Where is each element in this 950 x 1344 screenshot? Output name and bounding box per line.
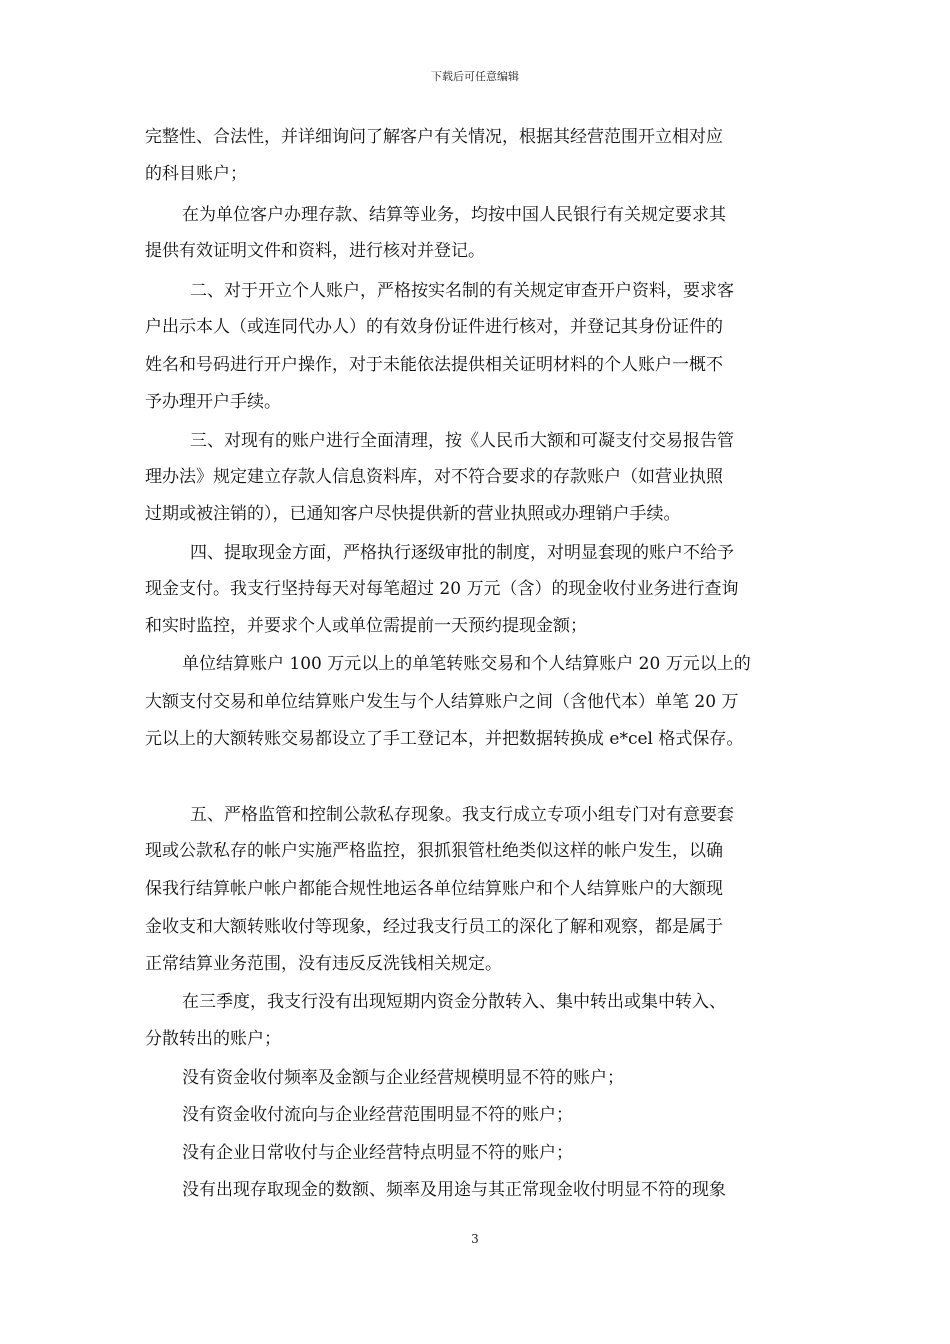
text-line: 保我行结算帐户帐户都能合规性地运各单位结算账户和个人结算账户的大额现 [145, 879, 723, 899]
text-line: 予办理开户手续。 [145, 392, 281, 412]
text-line: 理办法》规定建立存款人信息资料库，对不符合要求的存款账户（如营业执照 [145, 467, 723, 487]
text-line: 现或公款私存的帐户实施严格监控，狠抓狠管杜绝类似这样的帐户发生，以确 [145, 841, 723, 861]
text-line: 的科目账户； [145, 164, 247, 184]
text-line: 没有企业日常收付与企业经营特点明显不符的账户； [182, 1143, 573, 1163]
text-line: 没有出现存取现金的数额、频率及用途与其正常现金收付明显不符的现象 [182, 1180, 726, 1200]
text-line: 四、提取现金方面，严格执行逐级审批的制度，对明显套现的账户不给予 [190, 543, 734, 563]
text-line: 过期或被注销的），已通知客户尽快提供新的营业执照或办理销户手续。 [145, 504, 681, 524]
text-line: 单位结算账户 100 万元以上的单笔转账交易和个人结算账户 20 万元以上的 [182, 654, 751, 674]
text-line: 在三季度，我支行没有出现短期内资金分散转入、集中转出或集中转入、 [182, 992, 726, 1012]
text-line: 金收支和大额转账收付等现象，经过我支行员工的深化了解和观察，都是属于 [145, 917, 723, 937]
text-line: 提供有效证明文件和资料，进行核对并登记。 [145, 241, 485, 261]
text-line: 三、对现有的账户进行全面清理，按《人民币大额和可凝支付交易报告管 [190, 431, 734, 451]
text-line: 完整性、合法性，并详细询问了解客户有关情况，根据其经营范围开立相对应 [145, 127, 723, 147]
text-line: 五、严格监管和控制公款私存现象。我支行成立专项小组专门对有意要套 [190, 805, 734, 825]
text-line: 正常结算业务范围，没有违反反洗钱相关规定。 [145, 954, 502, 974]
text-line: 户出示本人（或连同代办人）的有效身份证件进行核对，并登记其身份证件的 [145, 317, 723, 337]
page-header: 下载后可任意编辑 [431, 70, 519, 83]
text-line: 没有资金收付频率及金额与企业经营规模明显不符的账户； [182, 1068, 624, 1088]
text-line: 大额支付交易和单位结算账户发生与个人结算账户之间（含他代本）单笔 20 万 [145, 692, 739, 712]
text-line: 二、对于开立个人账户，严格按实名制的有关规定审查开户资料，要求客 [190, 281, 734, 301]
text-line: 分散转出的账户； [145, 1029, 281, 1049]
text-line: 姓名和号码进行开户操作，对于未能依法提供相关证明材料的个人账户一概不 [145, 355, 723, 375]
page-number: 3 [471, 1232, 479, 1246]
text-line: 和实时监控，并要求个人或单位需提前一天预约提现金额； [145, 616, 587, 636]
text-line: 没有资金收付流向与企业经营范围明显不符的账户； [182, 1105, 573, 1125]
text-line: 在为单位客户办理存款、结算等业务，均按中国人民银行有关规定要求其 [182, 205, 726, 225]
text-line: 元以上的大额转账交易都设立了手工登记本，并把数据转换成 e*cel 格式保存。 [145, 729, 744, 749]
text-line: 现金支付。我支行坚持每天对每笔超过 20 万元（含）的现金收付业务进行查询 [145, 579, 739, 599]
